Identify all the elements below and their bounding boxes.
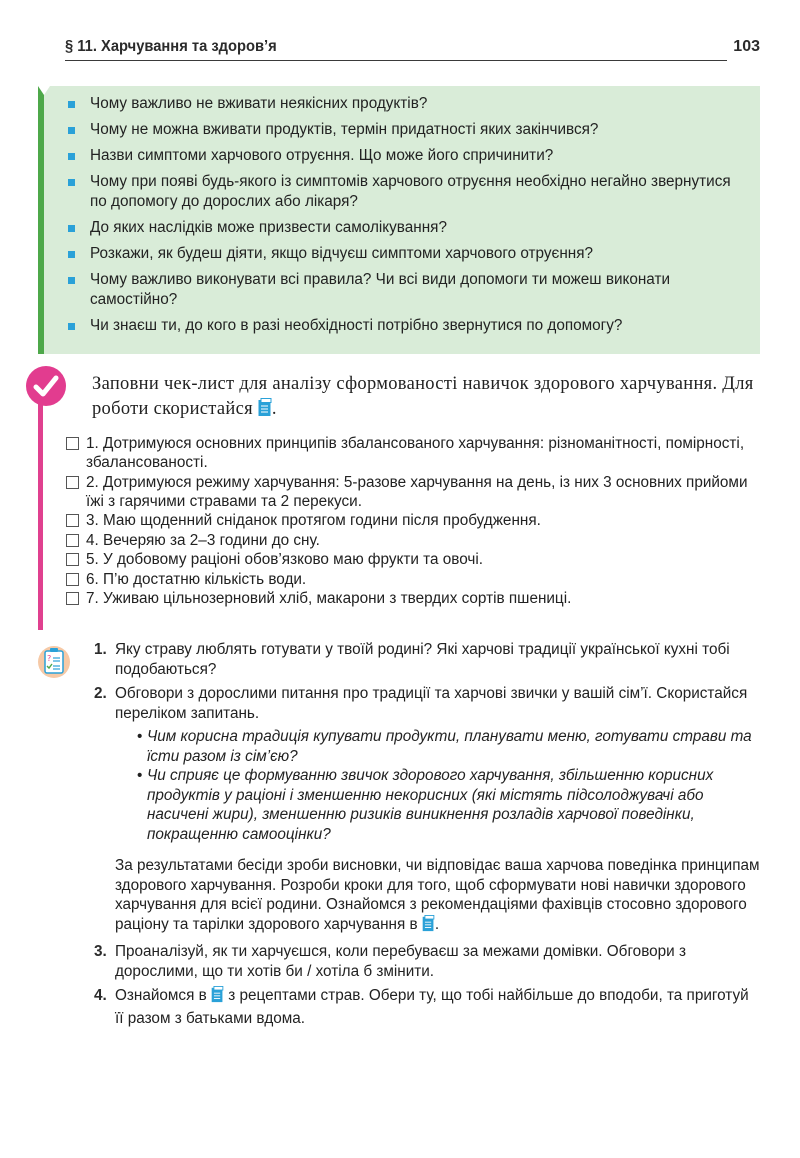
question-item: Назви симптоми харчового отруєння. Що може його спричинити? [66, 146, 746, 166]
checkbox[interactable] [66, 476, 79, 489]
checklist-item: 6. П’ю достатню кількість води. [66, 570, 760, 589]
discussion-question: • Чим корисна традиція купувати продукти, планувати меню, готувати страви та їсти разом із сім’єю? [115, 727, 760, 766]
checklist-intro: Заповни чек-лист для аналізу сформованості навичок здорового харчування. Для роботи скористайся . [92, 372, 762, 425]
digital-resource-icon[interactable] [211, 986, 224, 1009]
question-item: Чому важливо не вживати неякісних продуктів? [66, 94, 746, 114]
checklist-item: 3. Маю щоденний сніданок протягом години після пробудження. [66, 511, 760, 530]
page-header [65, 38, 760, 64]
checkbox[interactable] [66, 437, 79, 450]
discussion-questions [115, 727, 760, 844]
questions-list [66, 94, 746, 342]
checklist-item: 1. Дотримуюся основних принципів збалансованого харчування: різноманітності, помірності, збалансованості. [66, 434, 760, 472]
svg-text:?: ? [47, 654, 52, 663]
checkbox[interactable] [66, 514, 79, 527]
question-item: Чому при появі будь-якого із симптомів харчового отруєння необхідно негайно звернутися по допомогу до дорослих або лікаря? [66, 172, 746, 212]
questions-accent-bar [38, 86, 44, 354]
checklist [66, 434, 760, 609]
checklist-intro-text: Заповни чек-лист для аналізу сформованості навичок здорового харчування. Для роботи скористайся [92, 374, 754, 419]
task-list-icon [38, 640, 70, 684]
task-item-2: 2. Обговори з дорослими питання про традиції та харчові звички у вашій сім’ї. Скористайся переліком запитань. • Чим корисна традиція купувати продукти, планувати меню, готувати страви та їсти разом із сім’єю? • Чи сприяє це формуванню звичок здорового харчування, збільшенню корисних продуктів у раціоні і зменшенню некорисних (які містять підсолоджувачі або насичені жири), зменшенню ризиків виникнення розладів харчової поведінки, покращенню самооцінки? За результатами бесіди зроби висновки, чи відповідає ваша харчова поведінка принципам здорового харчування. Розроби кроки для того, щоб сформувати нові навички здорового харчування для всієї родини. Ознайомся з рекомендаціями фахівців стосовно здорового раціону та тарілки здорового харчування в . [94, 684, 760, 937]
task-item-4: 4. Ознайомся в з рецептами страв. Обери ту, що тобі найбільше до вподоби, та приготуй її разом з батьками вдома. [94, 987, 749, 1027]
section-title: § 11. Харчування та здоров’я [65, 38, 277, 55]
discussion-question: • Чи сприяє це формуванню звичок здорового харчування, збільшенню корисних продуктів у раціоні і зменшенню некорисних (які містять підсолоджувачі або насичені жири), зменшенню ризиків виникнення розладів харчової поведінки, покращенню самооцінки? [115, 766, 760, 844]
checklist-item: 4. Вечеряю за 2–3 години до сну. [66, 531, 760, 550]
question-item: Чому не можна вживати продуктів, термін придатності яких закінчився? [66, 120, 746, 140]
question-item: Чому важливо виконувати всі правила? Чи всі види допомоги ти можеш виконати самостійно? [66, 270, 746, 310]
digital-resource-icon[interactable] [422, 915, 435, 938]
checkbox[interactable] [66, 534, 79, 547]
questions-box [38, 86, 760, 354]
question-item: Чи знаєш ти, до кого в разі необхідності потрібно звернутися по допомогу? [66, 316, 746, 336]
tasks-list [94, 640, 760, 1033]
checkmark-icon [26, 366, 66, 406]
checklist-item: 2. Дотримуюся режиму харчування: 5-разове харчування на день, із них 3 основних прийоми їжі з гарячими стравами та 2 перекуси. [66, 473, 760, 511]
checkbox[interactable] [66, 592, 79, 605]
checklist-item: 5. У добовому раціоні обов’язково маю фрукти та овочі. [66, 550, 760, 569]
question-item: Розкажи, як будеш діяти, якщо відчуєш симптоми харчового отруєння? [66, 244, 746, 264]
task-item-3: 3. Проаналізуй, як ти харчуєшся, коли перебуваєш за межами домівки. Обговори з дорослими, що ти хотів би / хотіла б змінити. [94, 943, 686, 980]
checklist-accent-bar [38, 378, 43, 630]
questions-marker [38, 86, 50, 95]
checkbox[interactable] [66, 573, 79, 586]
task-item-1: 1. Яку страву люблять готувати у твоїй родині? Які харчові традиції української кухні тобі подобаються? [94, 641, 730, 678]
conclusion-paragraph: За результатами бесіди зроби висновки, чи відповідає ваша харчова поведінка принципам здорового харчування. Розроби кроки для того, щоб сформувати нові навички здорового харчування для всієї родини. Ознайомся з рекомендаціями фахівців стосовно здорового раціону та тарілки здорового харчування в . [115, 856, 760, 937]
question-item: До яких наслідків може призвести самолікування? [66, 218, 746, 238]
checklist-item: 7. Уживаю цільнозерновий хліб, макарони з твердих сортів пшениці. [66, 589, 760, 608]
checkbox[interactable] [66, 553, 79, 566]
digital-resource-icon[interactable] [258, 398, 272, 425]
header-rule [65, 60, 727, 61]
page-number: 103 [733, 38, 760, 55]
